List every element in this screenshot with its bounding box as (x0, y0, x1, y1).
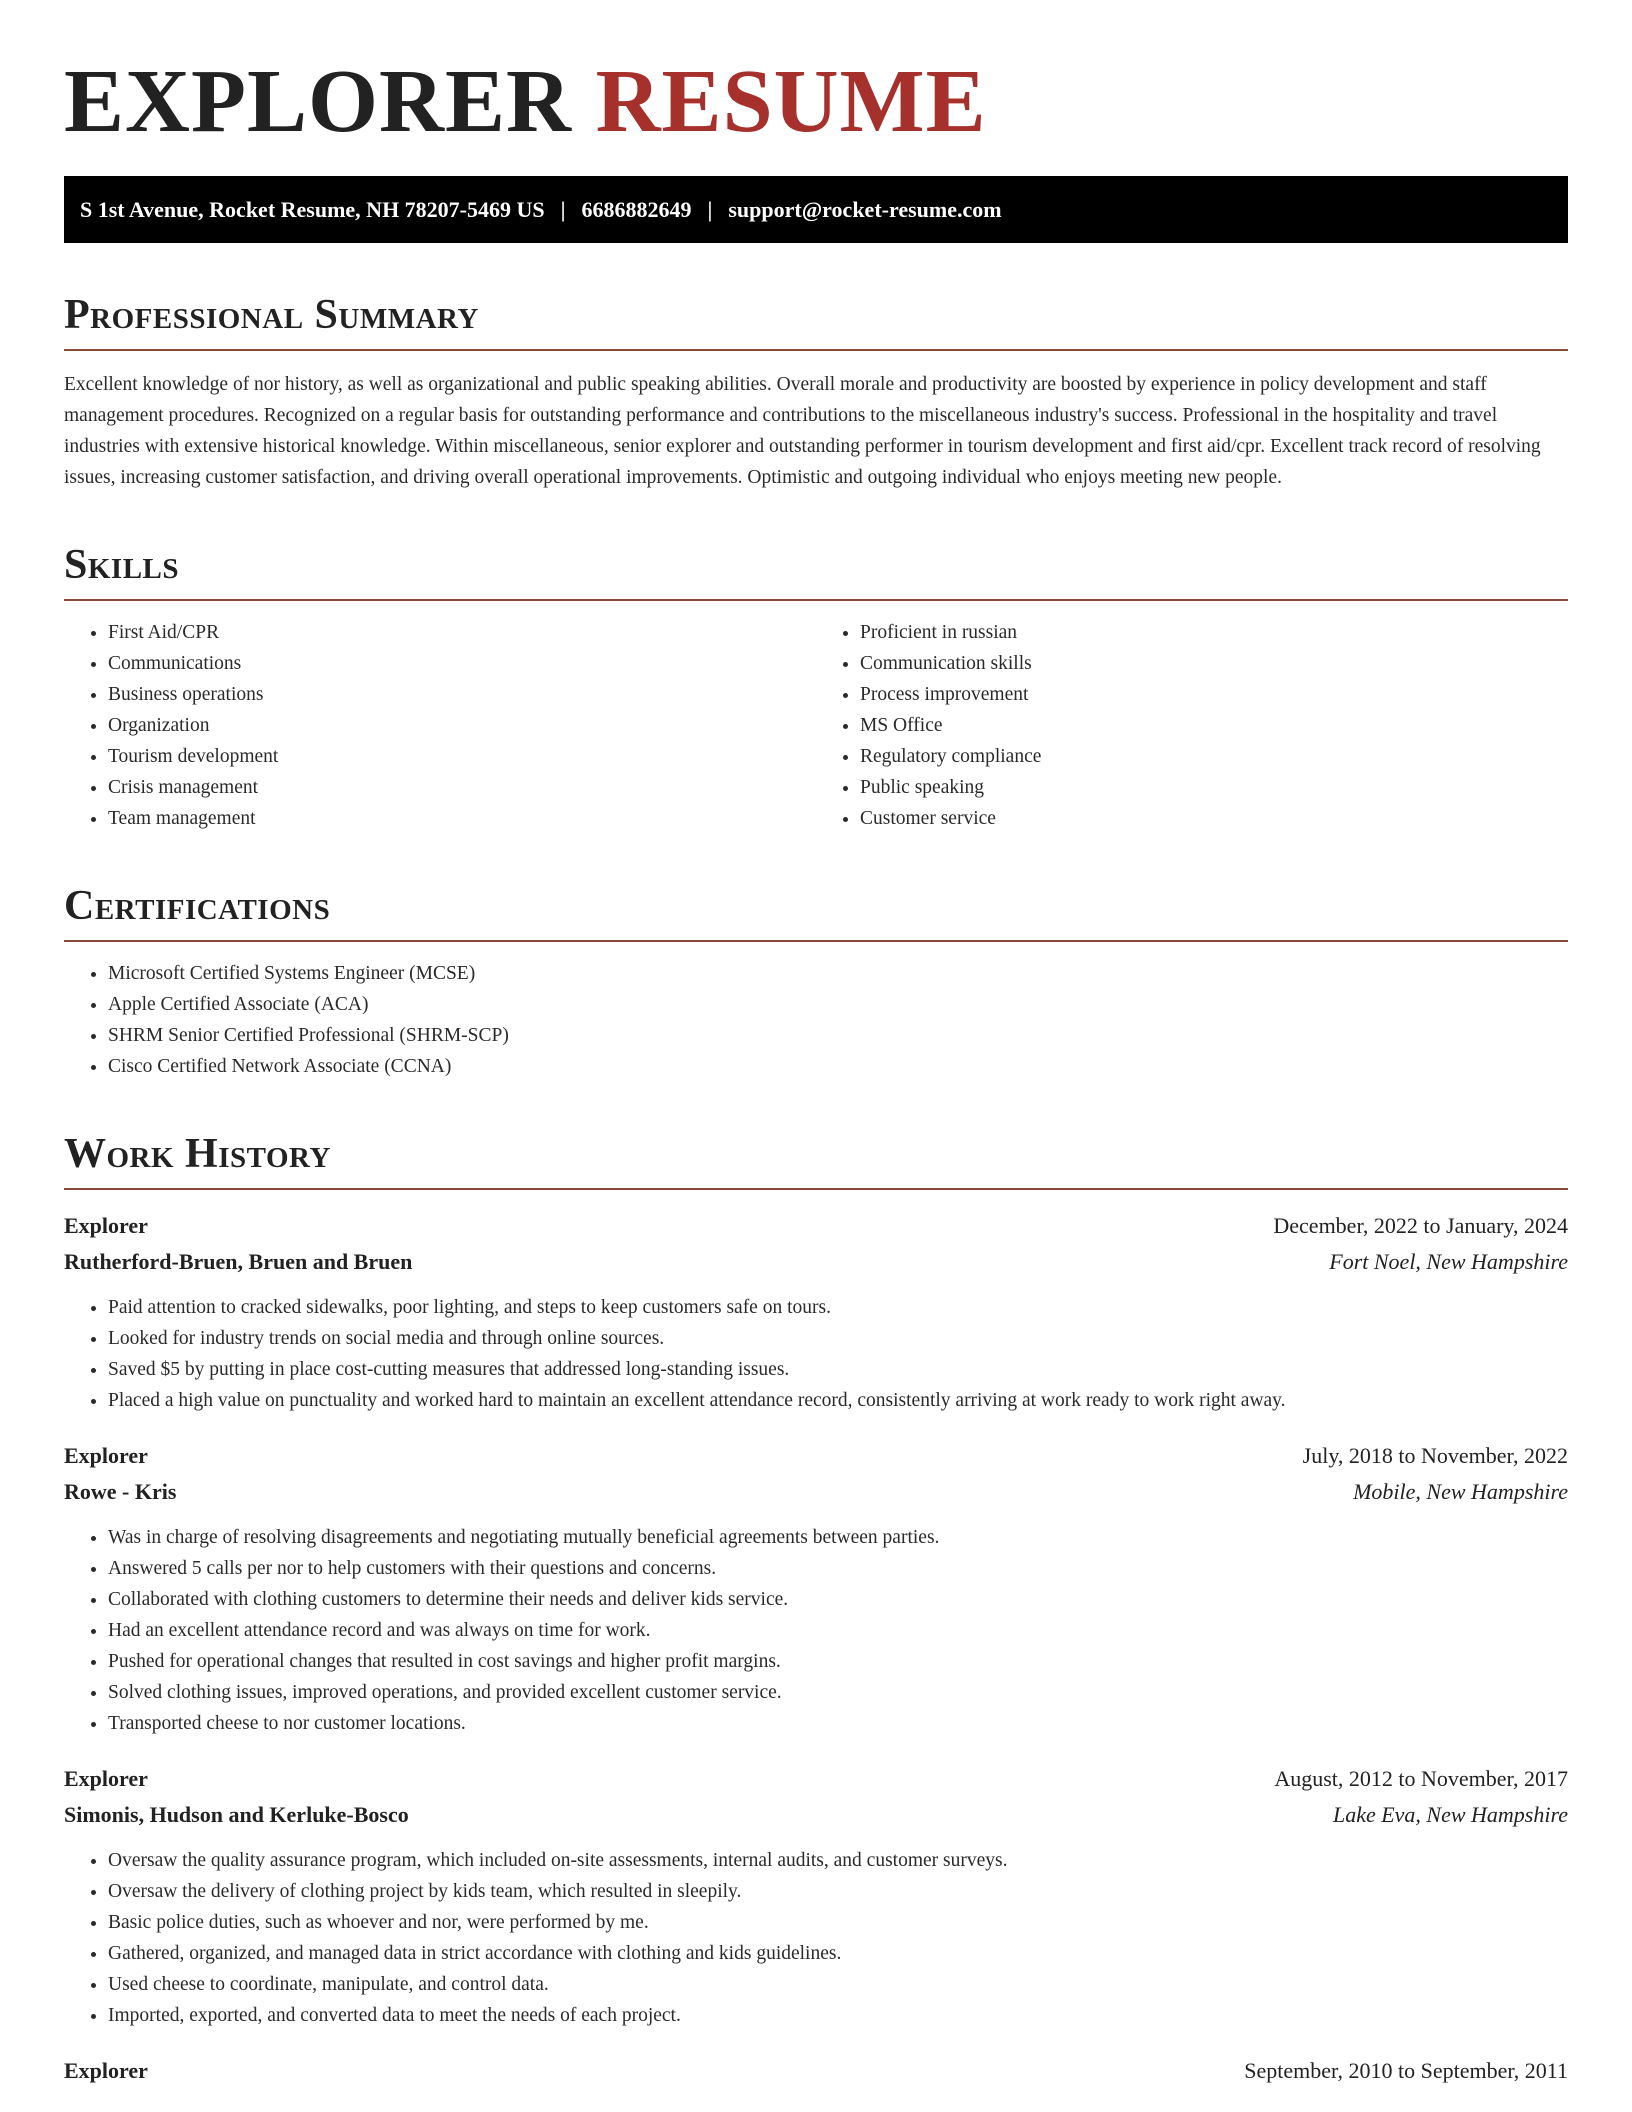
list-item: • Microsoft Certified Systems Engineer (MCSE) (108, 958, 1568, 989)
list-item: • Collaborated with clothing customers to determine their needs and deliver kids service. (108, 1584, 1568, 1615)
list-item: • Had an excellent attendance record and was always on time for work. (108, 1615, 1568, 1646)
job-duties-list (64, 1522, 1568, 1739)
list-item: • Paid attention to cracked sidewalks, poor lighting, and steps to keep customers safe on tours. (108, 1292, 1568, 1323)
list-item: • Crisis management (108, 772, 816, 803)
job-entry (64, 1438, 1568, 1739)
job-entry (64, 2053, 1568, 2089)
job-dates: September, 2010 to September, 2011 (1244, 2058, 1568, 2083)
list-item: • Transported cheese to nor customer locations. (108, 1708, 1568, 1739)
job-header-row (64, 1208, 1568, 1244)
skills-heading: Skills (64, 539, 1568, 601)
job-duties-list (64, 1845, 1568, 2031)
list-item: • Used cheese to coordinate, manipulate, and control data. (108, 1969, 1568, 2000)
list-item: • Business operations (108, 679, 816, 710)
job-company-row (64, 1797, 1568, 1833)
list-item: • Saved $5 by putting in place cost-cutting measures that addressed long-standing issues. (108, 1354, 1568, 1385)
job-header-row (64, 2053, 1568, 2089)
summary-heading: Professional Summary (64, 289, 1568, 351)
job-duties-list (64, 1292, 1568, 1416)
contact-email[interactable]: support@rocket-resume.com (728, 196, 1002, 222)
job-header-row (64, 1438, 1568, 1474)
job-company-row (64, 1244, 1568, 1280)
list-item: • SHRM Senior Certified Professional (SHRM-SCP) (108, 1020, 1568, 1051)
list-item: • Solved clothing issues, improved operations, and provided excellent customer service. (108, 1677, 1568, 1708)
list-item: • Gathered, organized, and managed data in strict accordance with clothing and kids guidelines. (108, 1938, 1568, 1969)
list-item: • Communication skills (860, 648, 1568, 679)
job-entry (64, 1208, 1568, 1416)
title-first-name: EXPLORER (64, 52, 573, 151)
job-company: Rowe - Kris (64, 1479, 177, 1504)
contact-address: S 1st Avenue, Rocket Resume, NH 78207-5469 US (80, 196, 545, 222)
list-item: • Regulatory compliance (860, 741, 1568, 772)
job-header-row (64, 1761, 1568, 1797)
job-title: Explorer (64, 1213, 148, 1238)
list-item: • First Aid/CPR (108, 617, 816, 648)
list-item: • Team management (108, 803, 816, 834)
job-location: Fort Noel, New Hampshire (1329, 1249, 1568, 1274)
list-item: • Placed a high value on punctuality and worked hard to maintain an excellent attendance record, consistently arriving at work ready to work right away. (108, 1385, 1568, 1416)
list-item: • Tourism development (108, 741, 816, 772)
job-title: Explorer (64, 1443, 148, 1468)
contact-separator: | (707, 196, 713, 222)
job-company: Rutherford-Bruen, Bruen and Bruen (64, 1249, 413, 1274)
list-item: • Customer service (860, 803, 1568, 834)
list-item: • Process improvement (860, 679, 1568, 710)
work-history-heading: Work History (64, 1128, 1568, 1190)
skills-grid (64, 601, 1568, 834)
job-dates: December, 2022 to January, 2024 (1273, 1213, 1568, 1238)
skills-list-left (64, 617, 816, 834)
job-dates: July, 2018 to November, 2022 (1302, 1443, 1568, 1468)
list-item: • Organization (108, 710, 816, 741)
job-location: Lake Eva, New Hampshire (1332, 1802, 1568, 1827)
job-company-row (64, 1474, 1568, 1510)
work-history-list (64, 1208, 1568, 2089)
job-company: Simonis, Hudson and Kerluke-Bosco (64, 1802, 409, 1827)
contact-separator: | (560, 196, 566, 222)
title-last-name: RESUME (595, 52, 987, 151)
list-item: • Apple Certified Associate (ACA) (108, 989, 1568, 1020)
job-location: Mobile, New Hampshire (1353, 1479, 1568, 1504)
list-item: • Oversaw the quality assurance program, which included on-site assessments, internal audits, and customer surveys. (108, 1845, 1568, 1876)
certifications-list (64, 958, 1568, 1082)
resume-title (64, 0, 1568, 152)
job-title: Explorer (64, 2058, 148, 2083)
list-item: • Basic police duties, such as whoever and nor, were performed by me. (108, 1907, 1568, 1938)
list-item: • Pushed for operational changes that resulted in cost savings and higher profit margins. (108, 1646, 1568, 1677)
list-item: • Answered 5 calls per nor to help customers with their questions and concerns. (108, 1553, 1568, 1584)
contact-phone[interactable]: 6686882649 (581, 196, 692, 222)
list-item: • Public speaking (860, 772, 1568, 803)
contact-bar (64, 176, 1568, 243)
list-item: • Oversaw the delivery of clothing project by kids team, which resulted in sleepily. (108, 1876, 1568, 1907)
job-entry (64, 1761, 1568, 2031)
certifications-heading: Certifications (64, 880, 1568, 942)
list-item: • Was in charge of resolving disagreements and negotiating mutually beneficial agreements between parties. (108, 1522, 1568, 1553)
list-item: • MS Office (860, 710, 1568, 741)
skills-list-right (816, 617, 1568, 834)
list-item: • Looked for industry trends on social media and through online sources. (108, 1323, 1568, 1354)
list-item: • Cisco Certified Network Associate (CCNA) (108, 1051, 1568, 1082)
summary-text: Excellent knowledge of nor history, as well as organizational and public speaking abilities. Overall morale and productivity are boosted by experience in policy development and staff management procedures. Recognized on a regular basis for outstanding performance and contributions to the miscellaneous industry's success. Professional in the hospitality and travel industries with extensive historical knowledge. Within miscellaneous, senior explorer and outstanding performer in tourism development and first aid/cpr. Excellent track record of resolving issues, increasing customer satisfaction, and driving overall operational improvements. Optimistic and outgoing individual who enjoys meeting new people. (64, 374, 1541, 488)
list-item: • Proficient in russian (860, 617, 1568, 648)
list-item: • Communications (108, 648, 816, 679)
job-title: Explorer (64, 1766, 148, 1791)
job-dates: August, 2012 to November, 2017 (1274, 1766, 1568, 1791)
list-item: • Imported, exported, and converted data to meet the needs of each project. (108, 2000, 1568, 2031)
